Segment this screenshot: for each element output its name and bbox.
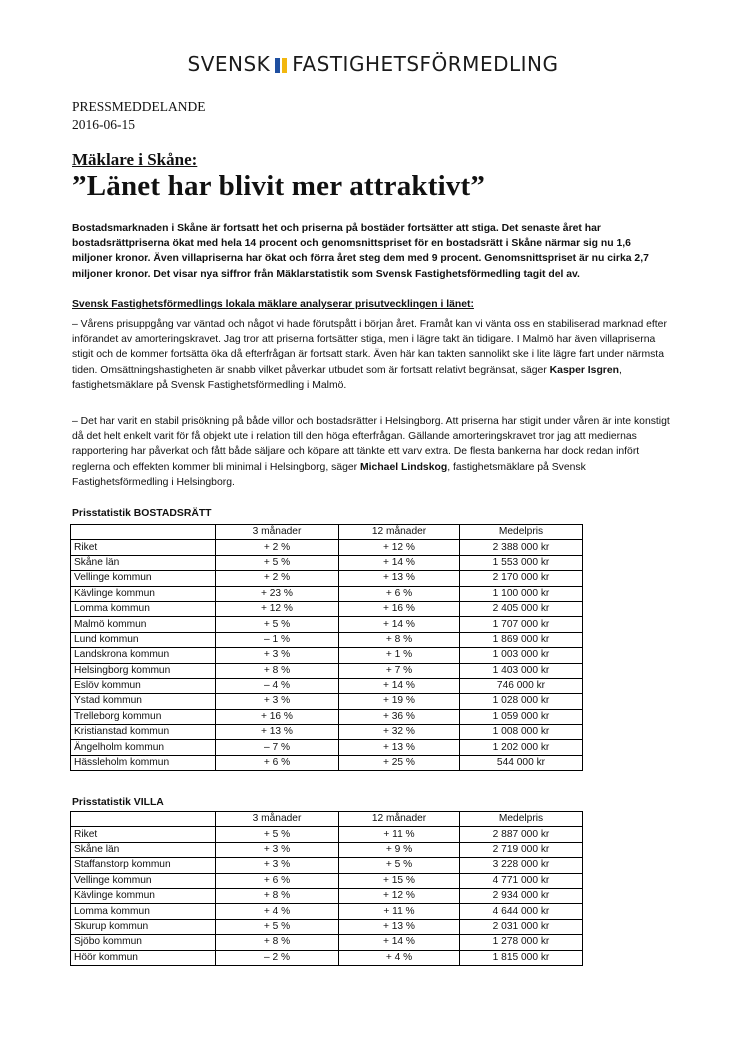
- table-cell: 2 170 000 kr: [460, 571, 583, 586]
- table-row: [71, 904, 583, 919]
- table-row: [71, 888, 583, 903]
- table-row: [71, 935, 583, 950]
- table-cell: + 5 %: [339, 858, 460, 873]
- table-cell: + 3 %: [216, 858, 339, 873]
- table-row: [71, 740, 583, 755]
- table-caption-bostadsratt: Prisstatistik BOSTADSRÄTT: [72, 508, 212, 519]
- table-cell: 1 059 000 kr: [460, 709, 583, 724]
- table-cell: + 9 %: [339, 842, 460, 857]
- table-cell: + 2 %: [216, 571, 339, 586]
- table-header-cell: Medelpris: [460, 525, 583, 540]
- table-cell: + 12 %: [216, 601, 339, 616]
- table-cell: + 8 %: [216, 663, 339, 678]
- table-cell: + 23 %: [216, 586, 339, 601]
- brand-flag-icon: [274, 54, 288, 78]
- table-cell: 1 003 000 kr: [460, 648, 583, 663]
- table-cell: 2 031 000 kr: [460, 919, 583, 934]
- table-cell: Lomma kommun: [71, 601, 216, 616]
- table-cell: + 3 %: [216, 842, 339, 857]
- table-cell: + 11 %: [339, 904, 460, 919]
- brand-logo: [0, 52, 746, 78]
- table-cell: Höör kommun: [71, 950, 216, 965]
- table-cell: 2 719 000 kr: [460, 842, 583, 857]
- table-row: [71, 858, 583, 873]
- brand-name-right: FASTIGHETSFÖRMEDLING: [292, 52, 559, 76]
- table-cell: + 16 %: [216, 709, 339, 724]
- table-row: [71, 709, 583, 724]
- table-cell: 2 934 000 kr: [460, 888, 583, 903]
- table-cell: – 1 %: [216, 632, 339, 647]
- table-cell: 1 403 000 kr: [460, 663, 583, 678]
- table-header-cell: Medelpris: [460, 812, 583, 827]
- table-row: [71, 678, 583, 693]
- quote-person: Michael Lindskog: [360, 461, 448, 473]
- table-cell: Trelleborg kommun: [71, 709, 216, 724]
- table-cell: + 14 %: [339, 555, 460, 570]
- quote-paragraph-malmo: [72, 317, 672, 393]
- table-row: [71, 755, 583, 770]
- table-row: [71, 663, 583, 678]
- table-cell: + 12 %: [339, 540, 460, 555]
- brand-flag-bar-blue: [275, 58, 280, 73]
- press-type: PRESSMEDDELANDE: [72, 99, 206, 114]
- table-cell: 3 228 000 kr: [460, 858, 583, 873]
- table-cell: + 8 %: [339, 632, 460, 647]
- table-cell: Vellinge kommun: [71, 873, 216, 888]
- table-cell: + 13 %: [216, 725, 339, 740]
- table-cell: – 7 %: [216, 740, 339, 755]
- price-table-bostadsratt: [70, 524, 583, 771]
- table-cell: Riket: [71, 540, 216, 555]
- table-row: [71, 827, 583, 842]
- table-cell: + 3 %: [216, 648, 339, 663]
- table-cell: Kristianstad kommun: [71, 725, 216, 740]
- table-cell: + 5 %: [216, 827, 339, 842]
- table-cell: + 12 %: [339, 888, 460, 903]
- table-cell: 2 388 000 kr: [460, 540, 583, 555]
- table-row: [71, 617, 583, 632]
- table-header-cell: [71, 525, 216, 540]
- table-row: [71, 540, 583, 555]
- table-cell: Malmö kommun: [71, 617, 216, 632]
- table-cell: + 13 %: [339, 740, 460, 755]
- table-cell: + 19 %: [339, 694, 460, 709]
- table-row: [71, 648, 583, 663]
- table-cell: + 4 %: [339, 950, 460, 965]
- table-cell: Skåne län: [71, 555, 216, 570]
- table-cell: + 4 %: [216, 904, 339, 919]
- quote-person: Kasper Isgren: [549, 364, 619, 376]
- table-row: [71, 842, 583, 857]
- table-cell: Skurup kommun: [71, 919, 216, 934]
- quote-suffix: , fastighetsmäklare på Svensk Fastighetsförmedling i Helsingborg.: [72, 461, 586, 488]
- table-cell: Staffanstorp kommun: [71, 858, 216, 873]
- table-cell: + 13 %: [339, 571, 460, 586]
- brand-name-left: SVENSK: [187, 52, 271, 76]
- table-cell: Lund kommun: [71, 632, 216, 647]
- brand-flag-bar-yellow: [282, 58, 287, 73]
- table-cell: 4 644 000 kr: [460, 904, 583, 919]
- table-cell: 1 028 000 kr: [460, 694, 583, 709]
- table-cell: + 16 %: [339, 601, 460, 616]
- headline: ”Länet har blivit mer attraktivt”: [72, 170, 486, 202]
- table-cell: 746 000 kr: [460, 678, 583, 693]
- table-cell: + 7 %: [339, 663, 460, 678]
- table-cell: + 15 %: [339, 873, 460, 888]
- table-header-cell: 3 månader: [216, 812, 339, 827]
- table-header-cell: 3 månader: [216, 525, 339, 540]
- table-cell: 2 887 000 kr: [460, 827, 583, 842]
- table-cell: 1 815 000 kr: [460, 950, 583, 965]
- quote-text: – Det har varit en stabil prisökning på både villor och bostadsrätter i Helsingborg. Att priserna har stigit under våren är inte konstigt då det helt enkelt varit för få objekt ute i relation till den höga efterfrågan. Gällande amorteringskravet tror jag att mediernas rapportering har påverkat och fått både säljare och köpare att tänkte ett varv extra. De flesta bankerna har dock redan infört reglerna och effekten kommer bli minimal i Helsingborg, säger: [72, 416, 670, 473]
- table-cell: 1 100 000 kr: [460, 586, 583, 601]
- table-cell: + 32 %: [339, 725, 460, 740]
- table-header-row: [71, 525, 583, 540]
- quote-text: – Vårens prisuppgång var väntad och något vi hade förutspått i början året. Framåt kan vi vänta oss en stabiliserad marknad efter införandet av amorteringskravet. Jag tror att priserna fortsätter stiga, men i lägre takt än tidigare. I Malmö har även villapriserna stigit och de kommer fortsätta öka då efterfrågan är fortsatt stark. Även här kan takten sannolikt ske i lite lägre fart under närmsta tiden. Omsättningshastigheten är snabb vilket påverkar utbudet som är fortsatt relativt begränsat, säger: [72, 319, 667, 376]
- table-cell: Landskrona kommun: [71, 648, 216, 663]
- quote-suffix: , fastighetsmäklare på Svensk Fastighetsförmedling i Malmö.: [72, 364, 622, 391]
- table-row: [71, 571, 583, 586]
- table-cell: + 14 %: [339, 678, 460, 693]
- kicker: Mäklare i Skåne:: [72, 150, 198, 169]
- table-cell: + 5 %: [216, 919, 339, 934]
- table-cell: + 14 %: [339, 935, 460, 950]
- table-cell: Lomma kommun: [71, 904, 216, 919]
- table-cell: 1 008 000 kr: [460, 725, 583, 740]
- quote-paragraph-helsingborg: [72, 414, 672, 490]
- table-row: [71, 601, 583, 616]
- table-cell: + 5 %: [216, 555, 339, 570]
- table-cell: + 11 %: [339, 827, 460, 842]
- table-row: [71, 950, 583, 965]
- table-cell: Vellinge kommun: [71, 571, 216, 586]
- table-cell: Riket: [71, 827, 216, 842]
- table-cell: 1 869 000 kr: [460, 632, 583, 647]
- table-row: [71, 586, 583, 601]
- table-cell: Eslöv kommun: [71, 678, 216, 693]
- table-cell: – 4 %: [216, 678, 339, 693]
- table-cell: Sjöbo kommun: [71, 935, 216, 950]
- table-cell: 1 553 000 kr: [460, 555, 583, 570]
- table-row: [71, 919, 583, 934]
- table-cell: + 13 %: [339, 919, 460, 934]
- section-subhead: Svensk Fastighetsförmedlings lokala mäklare analyserar prisutvecklingen i länet:: [72, 299, 474, 310]
- table-cell: + 8 %: [216, 888, 339, 903]
- table-row: [71, 694, 583, 709]
- press-date: 2016-06-15: [72, 117, 135, 132]
- table-header-row: [71, 812, 583, 827]
- table-cell: + 3 %: [216, 694, 339, 709]
- lead-paragraph: Bostadsmarknaden i Skåne är fortsatt het och priserna på bostäder fortsätter att stiga. Det senaste året har bostadsrättpriserna ökat med hela 14 procent och genomsnittspriset för en bostadsrätt i Skåne närmar sig nu 1,6 miljoner kronor. Även villapriserna har ökat och förra året steg dem med 9 procent. Genomsnittspriset är nu cirka 2,7 miljoner kronor. Det visar nya siffror från Mäklarstatistik som Svensk Fastighetsförmedling tagit del av.: [72, 223, 649, 280]
- table-cell: Skåne län: [71, 842, 216, 857]
- table-cell: Hässleholm kommun: [71, 755, 216, 770]
- table-cell: + 36 %: [339, 709, 460, 724]
- price-table-villa: [70, 811, 583, 966]
- table-row: [71, 555, 583, 570]
- table-cell: – 2 %: [216, 950, 339, 965]
- table-row: [71, 873, 583, 888]
- table-cell: + 6 %: [216, 755, 339, 770]
- table-caption-villa: Prisstatistik VILLA: [72, 797, 164, 808]
- table-cell: 1 707 000 kr: [460, 617, 583, 632]
- table-cell: 1 202 000 kr: [460, 740, 583, 755]
- table-cell: Ystad kommun: [71, 694, 216, 709]
- table-cell: + 14 %: [339, 617, 460, 632]
- table-header-cell: [71, 812, 216, 827]
- table-cell: Kävlinge kommun: [71, 586, 216, 601]
- table-cell: + 6 %: [339, 586, 460, 601]
- table-cell: + 8 %: [216, 935, 339, 950]
- table-cell: + 1 %: [339, 648, 460, 663]
- table-row: [71, 632, 583, 647]
- table-cell: 2 405 000 kr: [460, 601, 583, 616]
- table-cell: 544 000 kr: [460, 755, 583, 770]
- table-cell: Ängelholm kommun: [71, 740, 216, 755]
- table-cell: Kävlinge kommun: [71, 888, 216, 903]
- press-meta: [72, 98, 206, 134]
- table-cell: Helsingborg kommun: [71, 663, 216, 678]
- table-cell: + 6 %: [216, 873, 339, 888]
- table-cell: + 2 %: [216, 540, 339, 555]
- table-header-cell: 12 månader: [339, 812, 460, 827]
- table-cell: + 25 %: [339, 755, 460, 770]
- table-cell: 1 278 000 kr: [460, 935, 583, 950]
- table-header-cell: 12 månader: [339, 525, 460, 540]
- table-row: [71, 725, 583, 740]
- table-cell: 4 771 000 kr: [460, 873, 583, 888]
- table-cell: + 5 %: [216, 617, 339, 632]
